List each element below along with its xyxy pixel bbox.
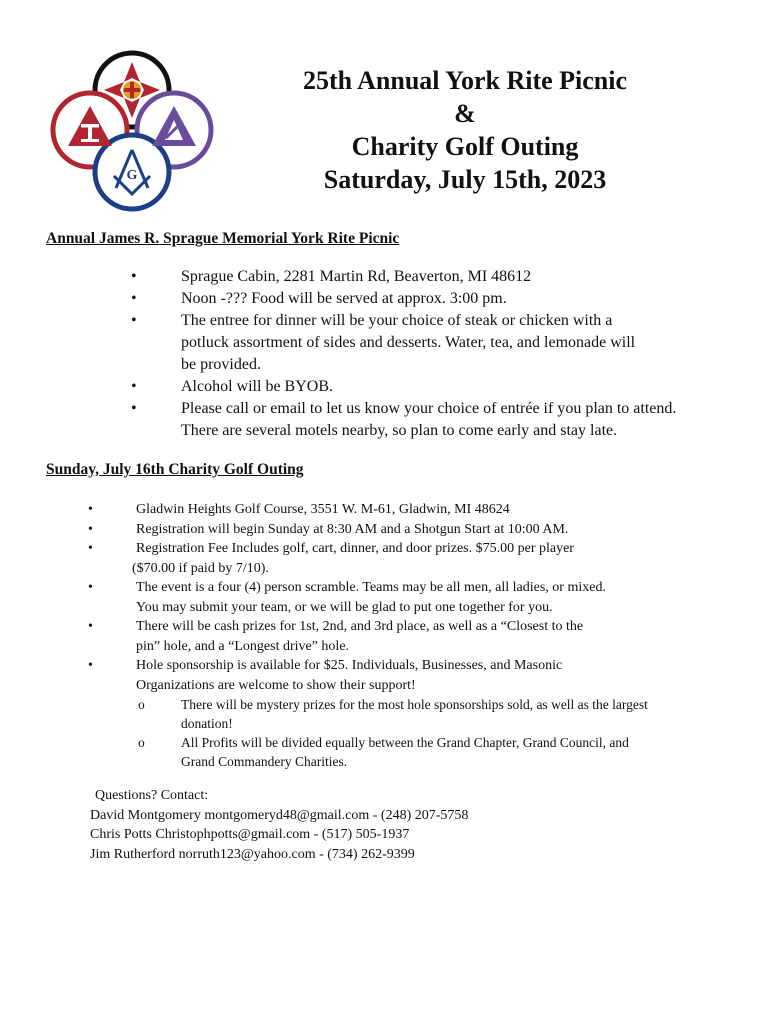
title-line-3: Charity Golf Outing	[351, 132, 579, 161]
list-item	[0, 617, 770, 656]
bullet: •	[88, 502, 93, 517]
list-item-continuation: ($70.00 if paid by 7/10).	[132, 560, 269, 576]
list-item	[0, 539, 770, 578]
list-item	[0, 500, 770, 520]
contact-line: David Montgomery montgomeryd48@gmail.com - (248) 207-5758	[90, 807, 469, 823]
contact-line: Chris Potts Christophpotts@gmail.com - (517) 505-1937	[90, 827, 410, 842]
contacts-label: Questions? Contact:	[95, 788, 209, 803]
bullet: •	[131, 378, 137, 395]
list-item-text: Alcohol will be BYOB.	[181, 378, 333, 395]
list-item-text: Noon -??? Food will be served at approx. 3:00 pm.	[181, 290, 507, 307]
list-item-continuation: You may submit your team, or we will be glad to put one together for you.	[136, 599, 553, 615]
list-item	[0, 520, 770, 540]
title-line-2: &	[454, 99, 476, 128]
list-item	[0, 266, 770, 288]
title-line-4: Saturday, July 15th, 2023	[323, 165, 607, 194]
event-title	[250, 64, 680, 196]
list-item	[0, 398, 770, 442]
bullet: •	[131, 400, 137, 417]
picnic-list	[0, 266, 770, 442]
sub-bullet: o	[138, 697, 145, 712]
sub-list-item	[0, 695, 770, 733]
title-line-1: 25th Annual York Rite Picnic	[302, 66, 628, 95]
sub-bullet: o	[138, 735, 145, 750]
picnic-heading: Annual James R. Sprague Memorial York Rite Picnic	[46, 230, 400, 247]
bullet: •	[131, 312, 137, 329]
list-item-text: Registration will begin Sunday at 8:30 AM and a Shotgun Start at 10:00 AM.	[136, 521, 569, 537]
bullet: •	[88, 658, 93, 673]
list-item-continuation: Organizations are welcome to show their support!	[136, 677, 416, 693]
york-rite-emblem	[48, 48, 216, 216]
list-item-text: The entree for dinner will be your choice of steak or chicken with a potluck assortment of sides and desserts. Water, tea, and lemonade will be provided.	[181, 312, 636, 373]
list-item-text: Please call or email to let us know your choice of entrée if you plan to attend. There are several motels nearby, so plan to come early and stay late.	[181, 400, 677, 439]
sub-list-item-text: All Profits will be divided equally between the Grand Chapter, Grand Council, and Grand Commandery Charities.	[181, 735, 629, 769]
bullet: •	[88, 541, 93, 556]
list-item-text: There will be cash prizes for 1st, 2nd, and 3rd place, as well as a “Closest to the	[136, 619, 584, 634]
bullet: •	[131, 290, 137, 307]
list-item-text: Gladwin Heights Golf Course, 3551 W. M-61, Gladwin, MI 48624	[136, 502, 510, 517]
bullet: •	[88, 521, 93, 537]
list-item-text: Hole sponsorship is available for $25. Individuals, Businesses, and Masonic	[136, 658, 563, 673]
list-item-text: The event is a four (4) person scramble. Teams may be all men, all ladies, or mixed.	[136, 580, 606, 595]
list-item	[0, 578, 770, 617]
list-item-text: Registration Fee Includes golf, cart, dinner, and door prizes. $75.00 per player	[136, 541, 574, 556]
sub-list-item-text: There will be mystery prizes for the most hole sponsorships sold, as well as the largest donation!	[181, 697, 648, 731]
golf-heading: Sunday, July 16th Charity Golf Outing	[46, 461, 304, 478]
svg-text:G: G	[126, 168, 138, 183]
contacts-block	[90, 786, 468, 864]
bullet: •	[88, 619, 93, 634]
list-item	[0, 310, 770, 376]
list-item-text: Sprague Cabin, 2281 Martin Rd, Beaverton, MI 48612	[181, 268, 532, 285]
list-item	[0, 656, 770, 695]
golf-list	[0, 500, 770, 771]
sub-list-item	[0, 733, 770, 771]
bullet: •	[131, 268, 137, 285]
bullet: •	[88, 580, 93, 595]
list-item	[0, 288, 770, 310]
list-item	[0, 376, 770, 398]
contact-line: Jim Rutherford norruth123@yahoo.com - (734) 262-9399	[90, 846, 415, 862]
list-item-continuation: pin” hole, and a “Longest drive” hole.	[136, 638, 350, 654]
